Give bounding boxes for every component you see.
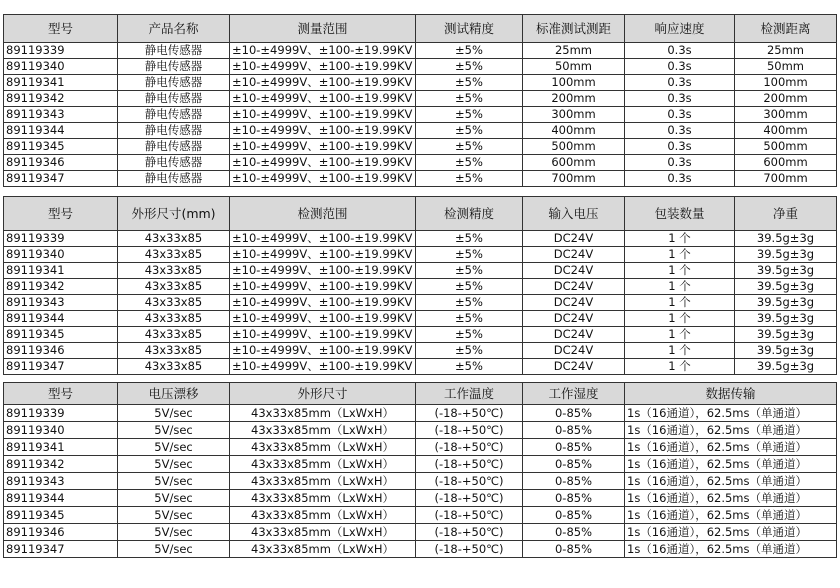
cell-detect-accuracy: ±5% bbox=[416, 263, 523, 279]
table-row bbox=[4, 231, 837, 247]
cell-model: 89119343 bbox=[4, 295, 118, 311]
cell-data-transmission: 1s（16通道），62.5ms（单通道） bbox=[625, 524, 837, 541]
cell-model: 89119345 bbox=[4, 327, 118, 343]
cell-measure-range: ±10-±4999V、±100-±19.99KV bbox=[230, 43, 416, 59]
cell-dimensions: 43x33x85 bbox=[118, 247, 230, 263]
cell-voltage-drift: 5V/sec bbox=[118, 439, 230, 456]
cell-model: 89119341 bbox=[4, 75, 118, 91]
cell-detect-range: ±10-±4999V、±100-±19.99KV bbox=[230, 247, 416, 263]
cell-model: 89119339 bbox=[4, 43, 118, 59]
cell-detect-distance: 50mm bbox=[735, 59, 837, 75]
cell-measure-range: ±10-±4999V、±100-±19.99KV bbox=[230, 91, 416, 107]
cell-detect-range: ±10-±4999V、±100-±19.99KV bbox=[230, 231, 416, 247]
cell-data-transmission: 1s（16通道），62.5ms（单通道） bbox=[625, 405, 837, 422]
cell-voltage-drift: 5V/sec bbox=[118, 490, 230, 507]
col-header-measure-range: 测量范围 bbox=[230, 15, 416, 43]
cell-standard-distance: 600mm bbox=[523, 155, 625, 171]
cell-data-transmission: 1s（16通道），62.5ms（单通道） bbox=[625, 422, 837, 439]
cell-model: 89119342 bbox=[4, 279, 118, 295]
cell-detect-accuracy: ±5% bbox=[416, 247, 523, 263]
cell-operating-temp: (-18-+50℃) bbox=[416, 490, 523, 507]
table-row bbox=[4, 343, 837, 359]
table-row bbox=[4, 279, 837, 295]
cell-model: 89119340 bbox=[4, 247, 118, 263]
table-row bbox=[4, 405, 837, 422]
cell-dimensions: 43x33x85 bbox=[118, 231, 230, 247]
cell-outer-dimensions: 43x33x85mm（LxWxH） bbox=[230, 524, 416, 541]
cell-response-speed: 0.3s bbox=[625, 171, 735, 187]
col-header-package-qty: 包装数量 bbox=[625, 197, 735, 231]
cell-package-qty: 1 个 bbox=[625, 327, 735, 343]
table2-body bbox=[4, 231, 837, 375]
cell-dimensions: 43x33x85 bbox=[118, 295, 230, 311]
cell-outer-dimensions: 43x33x85mm（LxWxH） bbox=[230, 541, 416, 558]
product-spec-table bbox=[3, 14, 837, 187]
col-header-input-voltage: 输入电压 bbox=[523, 197, 625, 231]
cell-voltage-drift: 5V/sec bbox=[118, 405, 230, 422]
table-row bbox=[4, 247, 837, 263]
table3-body bbox=[4, 405, 837, 558]
cell-outer-dimensions: 43x33x85mm（LxWxH） bbox=[230, 473, 416, 490]
table1-body bbox=[4, 43, 837, 187]
cell-detect-range: ±10-±4999V、±100-±19.99KV bbox=[230, 343, 416, 359]
cell-outer-dimensions: 43x33x85mm（LxWxH） bbox=[230, 422, 416, 439]
cell-standard-distance: 200mm bbox=[523, 91, 625, 107]
cell-package-qty: 1 个 bbox=[625, 359, 735, 375]
cell-detect-accuracy: ±5% bbox=[416, 231, 523, 247]
table-row bbox=[4, 263, 837, 279]
cell-response-speed: 0.3s bbox=[625, 43, 735, 59]
table-header-row bbox=[4, 197, 837, 231]
cell-detect-distance: 700mm bbox=[735, 171, 837, 187]
cell-operating-humidity: 0-85% bbox=[523, 541, 625, 558]
table-row bbox=[4, 91, 837, 107]
cell-detect-accuracy: ±5% bbox=[416, 327, 523, 343]
cell-operating-temp: (-18-+50℃) bbox=[416, 473, 523, 490]
cell-outer-dimensions: 43x33x85mm（LxWxH） bbox=[230, 507, 416, 524]
cell-product-name: 静电传感器 bbox=[118, 107, 230, 123]
table-header-row bbox=[4, 15, 837, 43]
cell-product-name: 静电传感器 bbox=[118, 59, 230, 75]
cell-measure-range: ±10-±4999V、±100-±19.99KV bbox=[230, 59, 416, 75]
cell-detect-range: ±10-±4999V、±100-±19.99KV bbox=[230, 359, 416, 375]
table-row bbox=[4, 139, 837, 155]
cell-input-voltage: DC24V bbox=[523, 359, 625, 375]
table-row bbox=[4, 541, 837, 558]
cell-model: 89119345 bbox=[4, 507, 118, 524]
cell-measure-range: ±10-±4999V、±100-±19.99KV bbox=[230, 171, 416, 187]
cell-product-name: 静电传感器 bbox=[118, 91, 230, 107]
cell-dimensions: 43x33x85 bbox=[118, 279, 230, 295]
cell-operating-humidity: 0-85% bbox=[523, 405, 625, 422]
cell-response-speed: 0.3s bbox=[625, 155, 735, 171]
cell-test-accuracy: ±5% bbox=[416, 107, 523, 123]
cell-operating-temp: (-18-+50℃) bbox=[416, 507, 523, 524]
cell-measure-range: ±10-±4999V、±100-±19.99KV bbox=[230, 107, 416, 123]
cell-measure-range: ±10-±4999V、±100-±19.99KV bbox=[230, 123, 416, 139]
cell-standard-distance: 100mm bbox=[523, 75, 625, 91]
cell-input-voltage: DC24V bbox=[523, 247, 625, 263]
cell-input-voltage: DC24V bbox=[523, 231, 625, 247]
col-header-dimensions: 外形尺寸(mm) bbox=[118, 197, 230, 231]
cell-response-speed: 0.3s bbox=[625, 75, 735, 91]
cell-operating-humidity: 0-85% bbox=[523, 456, 625, 473]
table-row bbox=[4, 456, 837, 473]
cell-model: 89119340 bbox=[4, 59, 118, 75]
cell-data-transmission: 1s（16通道），62.5ms（单通道） bbox=[625, 490, 837, 507]
cell-measure-range: ±10-±4999V、±100-±19.99KV bbox=[230, 139, 416, 155]
cell-operating-temp: (-18-+50℃) bbox=[416, 422, 523, 439]
cell-operating-humidity: 0-85% bbox=[523, 473, 625, 490]
cell-operating-humidity: 0-85% bbox=[523, 507, 625, 524]
table-row bbox=[4, 311, 837, 327]
cell-detect-range: ±10-±4999V、±100-±19.99KV bbox=[230, 279, 416, 295]
table-row bbox=[4, 422, 837, 439]
cell-net-weight: 39.5g±3g bbox=[735, 279, 837, 295]
cell-operating-humidity: 0-85% bbox=[523, 439, 625, 456]
cell-data-transmission: 1s（16通道），62.5ms（单通道） bbox=[625, 473, 837, 490]
cell-product-name: 静电传感器 bbox=[118, 139, 230, 155]
table-row bbox=[4, 59, 837, 75]
cell-operating-humidity: 0-85% bbox=[523, 524, 625, 541]
col-header-test-accuracy: 测试精度 bbox=[416, 15, 523, 43]
cell-voltage-drift: 5V/sec bbox=[118, 507, 230, 524]
cell-model: 89119344 bbox=[4, 490, 118, 507]
col-header-operating-temp: 工作温度 bbox=[416, 383, 523, 405]
cell-operating-temp: (-18-+50℃) bbox=[416, 541, 523, 558]
cell-model: 89119342 bbox=[4, 91, 118, 107]
table-row bbox=[4, 327, 837, 343]
cell-model: 89119343 bbox=[4, 107, 118, 123]
cell-product-name: 静电传感器 bbox=[118, 171, 230, 187]
cell-data-transmission: 1s（16通道），62.5ms（单通道） bbox=[625, 439, 837, 456]
table-row bbox=[4, 473, 837, 490]
cell-net-weight: 39.5g±3g bbox=[735, 327, 837, 343]
col-header-outer-dimensions: 外形尺寸 bbox=[230, 383, 416, 405]
cell-model: 89119345 bbox=[4, 139, 118, 155]
cell-dimensions: 43x33x85 bbox=[118, 263, 230, 279]
cell-voltage-drift: 5V/sec bbox=[118, 524, 230, 541]
cell-detect-distance: 500mm bbox=[735, 139, 837, 155]
cell-package-qty: 1 个 bbox=[625, 263, 735, 279]
col-header-detect-distance: 检测距离 bbox=[735, 15, 837, 43]
cell-test-accuracy: ±5% bbox=[416, 155, 523, 171]
col-header-response-speed: 响应速度 bbox=[625, 15, 735, 43]
table-row bbox=[4, 490, 837, 507]
cell-net-weight: 39.5g±3g bbox=[735, 343, 837, 359]
cell-outer-dimensions: 43x33x85mm（LxWxH） bbox=[230, 405, 416, 422]
col-header-net-weight: 净重 bbox=[735, 197, 837, 231]
cell-detect-range: ±10-±4999V、±100-±19.99KV bbox=[230, 295, 416, 311]
table-row bbox=[4, 43, 837, 59]
cell-data-transmission: 1s（16通道），62.5ms（单通道） bbox=[625, 456, 837, 473]
cell-response-speed: 0.3s bbox=[625, 107, 735, 123]
table-row bbox=[4, 507, 837, 524]
cell-model: 89119346 bbox=[4, 155, 118, 171]
cell-standard-distance: 400mm bbox=[523, 123, 625, 139]
cell-net-weight: 39.5g±3g bbox=[735, 231, 837, 247]
cell-net-weight: 39.5g±3g bbox=[735, 359, 837, 375]
cell-detect-distance: 300mm bbox=[735, 107, 837, 123]
cell-detect-range: ±10-±4999V、±100-±19.99KV bbox=[230, 327, 416, 343]
cell-detect-distance: 400mm bbox=[735, 123, 837, 139]
cell-detect-distance: 25mm bbox=[735, 43, 837, 59]
cell-operating-temp: (-18-+50℃) bbox=[416, 439, 523, 456]
cell-package-qty: 1 个 bbox=[625, 247, 735, 263]
table-row bbox=[4, 359, 837, 375]
table-row bbox=[4, 123, 837, 139]
cell-detect-accuracy: ±5% bbox=[416, 295, 523, 311]
cell-data-transmission: 1s（16通道），62.5ms（单通道） bbox=[625, 541, 837, 558]
cell-model: 89119341 bbox=[4, 263, 118, 279]
cell-detect-distance: 200mm bbox=[735, 91, 837, 107]
col-header-model: 型号 bbox=[4, 15, 118, 43]
cell-detect-accuracy: ±5% bbox=[416, 359, 523, 375]
cell-test-accuracy: ±5% bbox=[416, 123, 523, 139]
cell-voltage-drift: 5V/sec bbox=[118, 456, 230, 473]
cell-detect-accuracy: ±5% bbox=[416, 311, 523, 327]
cell-model: 89119342 bbox=[4, 456, 118, 473]
col-header-detect-range: 检测范围 bbox=[230, 197, 416, 231]
cell-model: 89119346 bbox=[4, 343, 118, 359]
cell-model: 89119343 bbox=[4, 473, 118, 490]
table-header-row bbox=[4, 383, 837, 405]
cell-dimensions: 43x33x85 bbox=[118, 343, 230, 359]
table-row bbox=[4, 295, 837, 311]
cell-standard-distance: 25mm bbox=[523, 43, 625, 59]
cell-data-transmission: 1s（16通道），62.5ms（单通道） bbox=[625, 507, 837, 524]
cell-detect-range: ±10-±4999V、±100-±19.99KV bbox=[230, 263, 416, 279]
cell-standard-distance: 300mm bbox=[523, 107, 625, 123]
cell-detect-distance: 600mm bbox=[735, 155, 837, 171]
cell-detect-distance: 100mm bbox=[735, 75, 837, 91]
cell-voltage-drift: 5V/sec bbox=[118, 541, 230, 558]
cell-model: 89119339 bbox=[4, 405, 118, 422]
col-header-detect-accuracy: 检测精度 bbox=[416, 197, 523, 231]
cell-dimensions: 43x33x85 bbox=[118, 327, 230, 343]
cell-measure-range: ±10-±4999V、±100-±19.99KV bbox=[230, 75, 416, 91]
cell-package-qty: 1 个 bbox=[625, 311, 735, 327]
cell-operating-temp: (-18-+50℃) bbox=[416, 456, 523, 473]
cell-input-voltage: DC24V bbox=[523, 263, 625, 279]
cell-model: 89119344 bbox=[4, 311, 118, 327]
cell-detect-accuracy: ±5% bbox=[416, 279, 523, 295]
cell-net-weight: 39.5g±3g bbox=[735, 311, 837, 327]
cell-product-name: 静电传感器 bbox=[118, 75, 230, 91]
cell-test-accuracy: ±5% bbox=[416, 43, 523, 59]
table-row bbox=[4, 107, 837, 123]
cell-model: 89119347 bbox=[4, 541, 118, 558]
cell-operating-humidity: 0-85% bbox=[523, 422, 625, 439]
dimension-spec-table bbox=[3, 196, 837, 375]
cell-outer-dimensions: 43x33x85mm（LxWxH） bbox=[230, 456, 416, 473]
cell-standard-distance: 500mm bbox=[523, 139, 625, 155]
cell-input-voltage: DC24V bbox=[523, 327, 625, 343]
cell-package-qty: 1 个 bbox=[625, 343, 735, 359]
col-header-operating-humidity: 工作湿度 bbox=[523, 383, 625, 405]
cell-dimensions: 43x33x85 bbox=[118, 359, 230, 375]
cell-input-voltage: DC24V bbox=[523, 279, 625, 295]
cell-input-voltage: DC24V bbox=[523, 311, 625, 327]
cell-model: 89119339 bbox=[4, 231, 118, 247]
cell-product-name: 静电传感器 bbox=[118, 123, 230, 139]
cell-model: 89119346 bbox=[4, 524, 118, 541]
cell-operating-humidity: 0-85% bbox=[523, 490, 625, 507]
cell-detect-accuracy: ±5% bbox=[416, 343, 523, 359]
cell-package-qty: 1 个 bbox=[625, 295, 735, 311]
col-header-data-transmission: 数据传输 bbox=[625, 383, 837, 405]
cell-operating-temp: (-18-+50℃) bbox=[416, 405, 523, 422]
cell-response-speed: 0.3s bbox=[625, 91, 735, 107]
cell-test-accuracy: ±5% bbox=[416, 139, 523, 155]
table-row bbox=[4, 439, 837, 456]
cell-model: 89119347 bbox=[4, 359, 118, 375]
cell-response-speed: 0.3s bbox=[625, 123, 735, 139]
environment-spec-table bbox=[3, 382, 837, 558]
cell-measure-range: ±10-±4999V、±100-±19.99KV bbox=[230, 155, 416, 171]
table-row bbox=[4, 75, 837, 91]
cell-product-name: 静电传感器 bbox=[118, 43, 230, 59]
cell-voltage-drift: 5V/sec bbox=[118, 422, 230, 439]
cell-standard-distance: 700mm bbox=[523, 171, 625, 187]
cell-test-accuracy: ±5% bbox=[416, 75, 523, 91]
cell-test-accuracy: ±5% bbox=[416, 91, 523, 107]
col-header-model: 型号 bbox=[4, 383, 118, 405]
cell-operating-temp: (-18-+50℃) bbox=[416, 524, 523, 541]
table-row bbox=[4, 155, 837, 171]
cell-response-speed: 0.3s bbox=[625, 139, 735, 155]
cell-net-weight: 39.5g±3g bbox=[735, 247, 837, 263]
cell-test-accuracy: ±5% bbox=[416, 59, 523, 75]
cell-model: 89119347 bbox=[4, 171, 118, 187]
col-header-voltage-drift: 电压漂移 bbox=[118, 383, 230, 405]
cell-product-name: 静电传感器 bbox=[118, 155, 230, 171]
cell-package-qty: 1 个 bbox=[625, 231, 735, 247]
cell-outer-dimensions: 43x33x85mm（LxWxH） bbox=[230, 439, 416, 456]
table-row bbox=[4, 171, 837, 187]
table-row bbox=[4, 524, 837, 541]
col-header-product-name: 产品名称 bbox=[118, 15, 230, 43]
col-header-standard-test-distance: 标准测试测距 bbox=[523, 15, 625, 43]
cell-input-voltage: DC24V bbox=[523, 295, 625, 311]
cell-response-speed: 0.3s bbox=[625, 59, 735, 75]
cell-model: 89119340 bbox=[4, 422, 118, 439]
cell-dimensions: 43x33x85 bbox=[118, 311, 230, 327]
cell-standard-distance: 50mm bbox=[523, 59, 625, 75]
cell-model: 89119344 bbox=[4, 123, 118, 139]
cell-model: 89119341 bbox=[4, 439, 118, 456]
cell-input-voltage: DC24V bbox=[523, 343, 625, 359]
col-header-model: 型号 bbox=[4, 197, 118, 231]
cell-outer-dimensions: 43x33x85mm（LxWxH） bbox=[230, 490, 416, 507]
cell-test-accuracy: ±5% bbox=[416, 171, 523, 187]
cell-net-weight: 39.5g±3g bbox=[735, 263, 837, 279]
cell-detect-range: ±10-±4999V、±100-±19.99KV bbox=[230, 311, 416, 327]
cell-net-weight: 39.5g±3g bbox=[735, 295, 837, 311]
cell-voltage-drift: 5V/sec bbox=[118, 473, 230, 490]
cell-package-qty: 1 个 bbox=[625, 279, 735, 295]
